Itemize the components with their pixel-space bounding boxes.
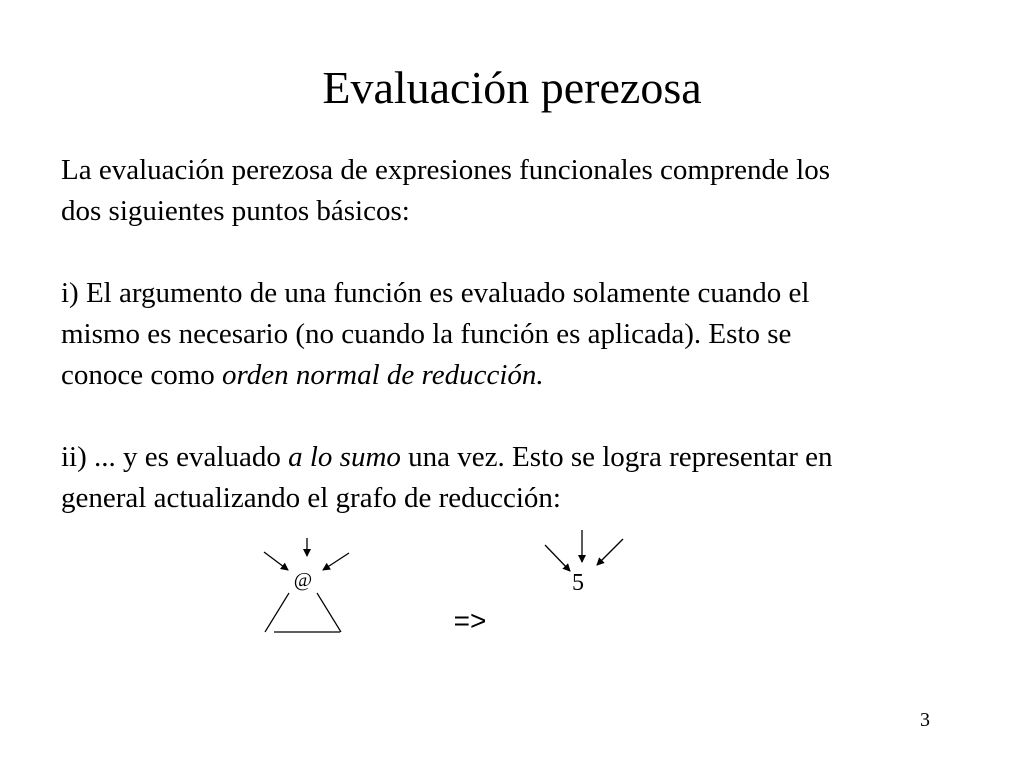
application-node: @ [293,569,313,591]
point-2-emphasis: a lo sumo [288,441,401,473]
intro-line-2: dos siguientes puntos básicos: [61,195,410,227]
intro-line-1: La evaluación perezosa de expresiones funcionales comprende los [61,154,830,186]
result-node: 5 [572,570,584,596]
point-2-paragraph [61,437,991,519]
intro-paragraph [61,150,991,232]
page-number: 3 [920,709,930,731]
point-1-emphasis: orden normal de reducción. [222,359,544,391]
point-1-line-3-prefix: conoce como [61,359,223,391]
incoming-arrow-right-result [597,539,623,565]
transition-arrow: => [453,605,487,636]
reduction-graph-diagram [0,520,1024,680]
point-1-paragraph [61,273,991,396]
point-2-line-1-suffix: una vez. Esto se logra representar en [400,441,833,473]
incoming-arrow-left-node [264,552,288,570]
point-1-line-2: mismo es necesario (no cuando la función es aplicada). Esto se [61,318,792,350]
point-1-line-1: i) El argumento de una función es evaluado solamente cuando el [61,277,810,309]
incoming-arrow-left-result [545,545,570,571]
incoming-arrow-right-node [323,553,349,570]
slide-title: Evaluación perezosa [322,62,702,113]
subtree-left-edge [265,593,289,632]
point-2-line-1-prefix: ii) ... y es evaluado [61,441,289,473]
subtree-right-edge [317,593,341,632]
point-2-line-2: general actualizando el grafo de reducción: [61,482,561,514]
